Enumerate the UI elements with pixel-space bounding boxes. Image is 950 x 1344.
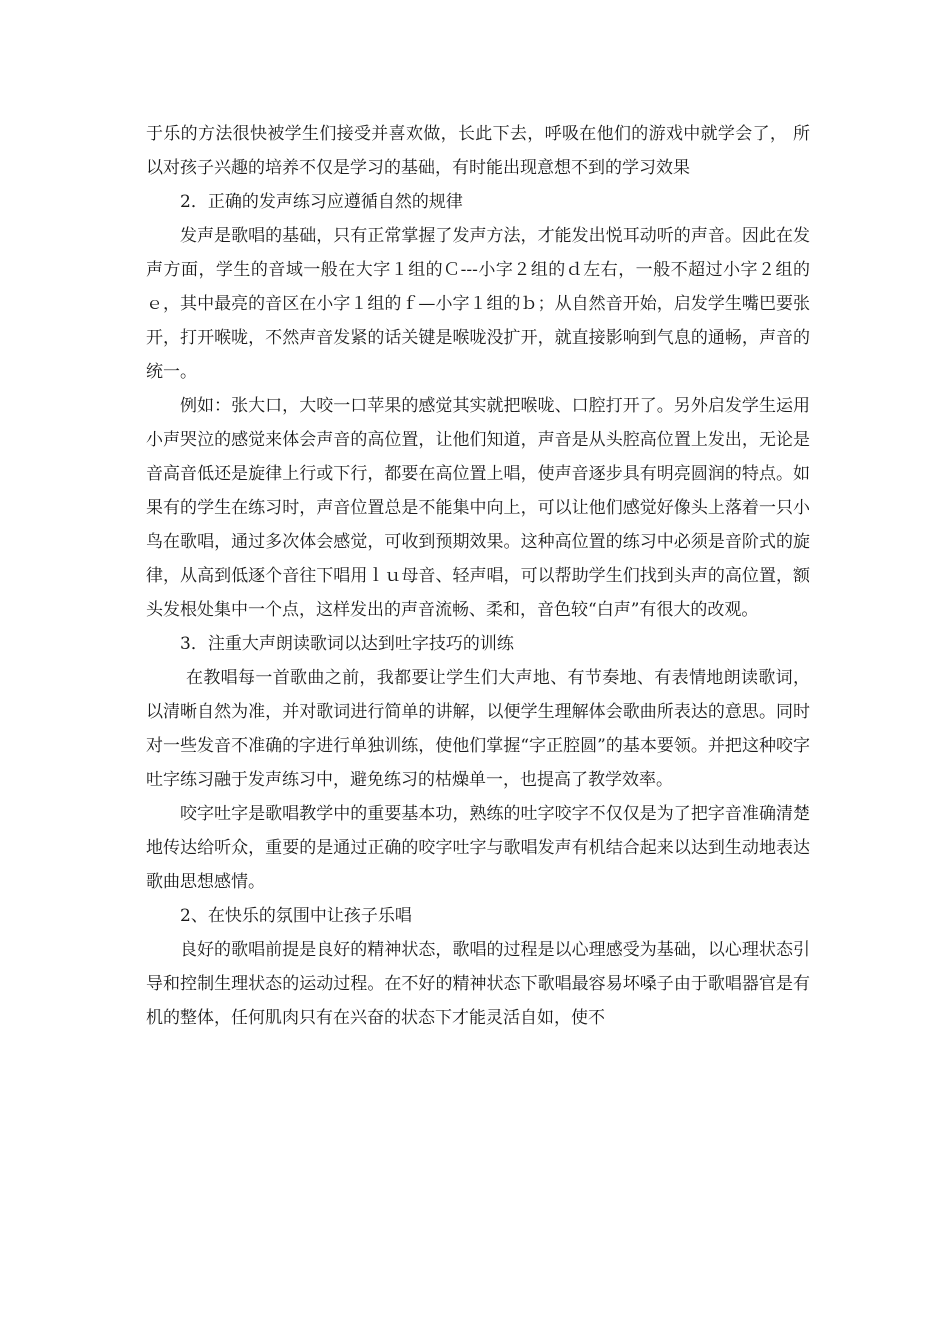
paragraph-mental-state: 良好的歌唱前提是良好的精神状态，歌唱的过程是以心理感受为基础，以心理状态引导和控制生理状态的运动过程。在不好的精神状态下歌唱最容易坏嗓子由于歌唱器官是有机的整体，任何肌肉只有在兴奋的状态下才能灵活自如，使不 — [146, 940, 810, 1028]
paragraph-example: 例如：张大口，大咬一口苹果的感觉其实就把喉咙、口腔打开了。另外启发学生运用小声哭泣的感觉来体会声音的高位置，让他们知道，声音是从头腔高位置上发出，无论是音高音低还是旋律上行或下行，都要在高位置上唱，使声音逐步具有明亮圆润的特点。如果有的学生在练习时，声音位置总是不能集中向上，可以让他们感觉好像头上落着一只小鸟在歌唱，通过多次体会感觉，可收到预期效果。这种高位置的练习中必须是音阶式的旋律，从高到低逐个音往下唱用ｌｕ母音、轻声唱，可以帮助学生们找到头声的高位置，额头发根处集中一个点，这样发出的声音流畅、柔和，音色较“白声”有很大的改观。 — [146, 396, 810, 620]
section-heading-3: 3．注重大声朗读歌词以达到吐字技巧的训练 — [180, 634, 514, 654]
section-heading-2: 2．正确的发声练习应遵循自然的规律 — [180, 192, 463, 212]
paragraph-continuation: 于乐的方法很快被学生们接受并喜欢做，长此下去，呼吸在他们的游戏中就学会了， 所以对孩子兴趣的培养不仅是学习的基础，有时能出现意想不到的学习效果 — [146, 124, 810, 178]
paragraph-vocal-basics: 发声是歌唱的基础，只有正常掌握了发声方法，才能发出悦耳动听的声音。因此在发声方面，学生的音域一般在大字１组的Ｃ---小字２组的ｄ左右，一般不超过小字２组的ｅ，其中最亮的音区在小字１组的ｆ—小字１组的ｂ；从自然音开始，启发学生嘴巴要张开，打开喉咙，不然声音发紧的话关键是喉咙没扩开，就直接影响到气息的通畅，声音的统一。 — [146, 226, 810, 382]
paragraph-lyrics-reading: 在教唱每一首歌曲之前，我都要让学生们大声地、有节奏地、有表情地朗读歌词，以清晰自然为准，并对歌词进行简单的讲解，以便学生理解体会歌曲所表达的意思。同时对一些发音不准确的字进行单独训练，使他们掌握“字正腔圆”的基本要领。并把这种咬字吐字练习融于发声练习中，避免练习的枯燥单一，也提高了教学效率。 — [146, 668, 810, 790]
document-body — [146, 117, 810, 1035]
paragraph-articulation: 咬字吐字是歌唱教学中的重要基本功，熟练的吐字咬字不仅仅是为了把字音准确清楚地传达给听众，重要的是通过正确的咬字吐字与歌唱发声有机结合起来以达到生动地表达歌曲思想感情。 — [146, 804, 810, 892]
section-heading-happy-singing: 2、在快乐的氛围中让孩子乐唱 — [180, 906, 412, 926]
